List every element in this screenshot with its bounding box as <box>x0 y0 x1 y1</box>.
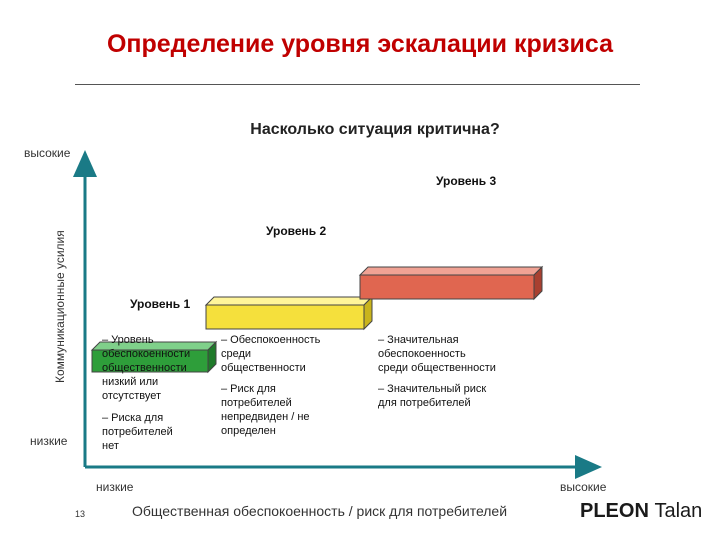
x-axis-low-label: низкие <box>96 480 134 494</box>
level-3-concern-text: – Значительная обеспокоенность среди общественности <box>378 334 496 374</box>
level-1-concern-text: – Уровень обеспокоенности общественности низкий или отсутствует <box>102 334 191 402</box>
page-title: Определение уровня эскалации кризиса <box>106 30 614 58</box>
x-axis-title: Общественная обеспокоенность / риск для потребителей <box>132 503 508 519</box>
company-logo <box>580 500 702 523</box>
level-2-risk-text: – Риск для потребителей непредвиден / не определен <box>221 383 310 437</box>
level-3-risk-text: – Значительный риск для потребителей <box>378 383 487 409</box>
level-2-concern-text: – Обеспокоенность среди общественности <box>221 334 321 374</box>
logo-suffix: Talan <box>654 500 703 522</box>
level-2-label: Уровень 2 <box>266 224 327 238</box>
x-axis-high-label: высокие <box>560 480 607 494</box>
logo-brand: PLEON <box>580 500 649 522</box>
y-axis-title: Коммуникационные усилия <box>53 230 67 383</box>
level-1-label: Уровень 1 <box>130 297 191 311</box>
level-1-risk-text: – Риска для потребителей нет <box>102 412 173 452</box>
page-number: 13 <box>75 509 86 519</box>
level-3-label: Уровень 3 <box>436 174 497 188</box>
y-axis-low-label: низкие <box>30 434 68 448</box>
question-heading: Насколько ситуация критична? <box>250 121 500 138</box>
level-2-box <box>206 297 372 329</box>
level-3-box <box>360 267 542 299</box>
title-divider <box>75 84 640 85</box>
y-axis-high-label: высокие <box>24 146 71 160</box>
